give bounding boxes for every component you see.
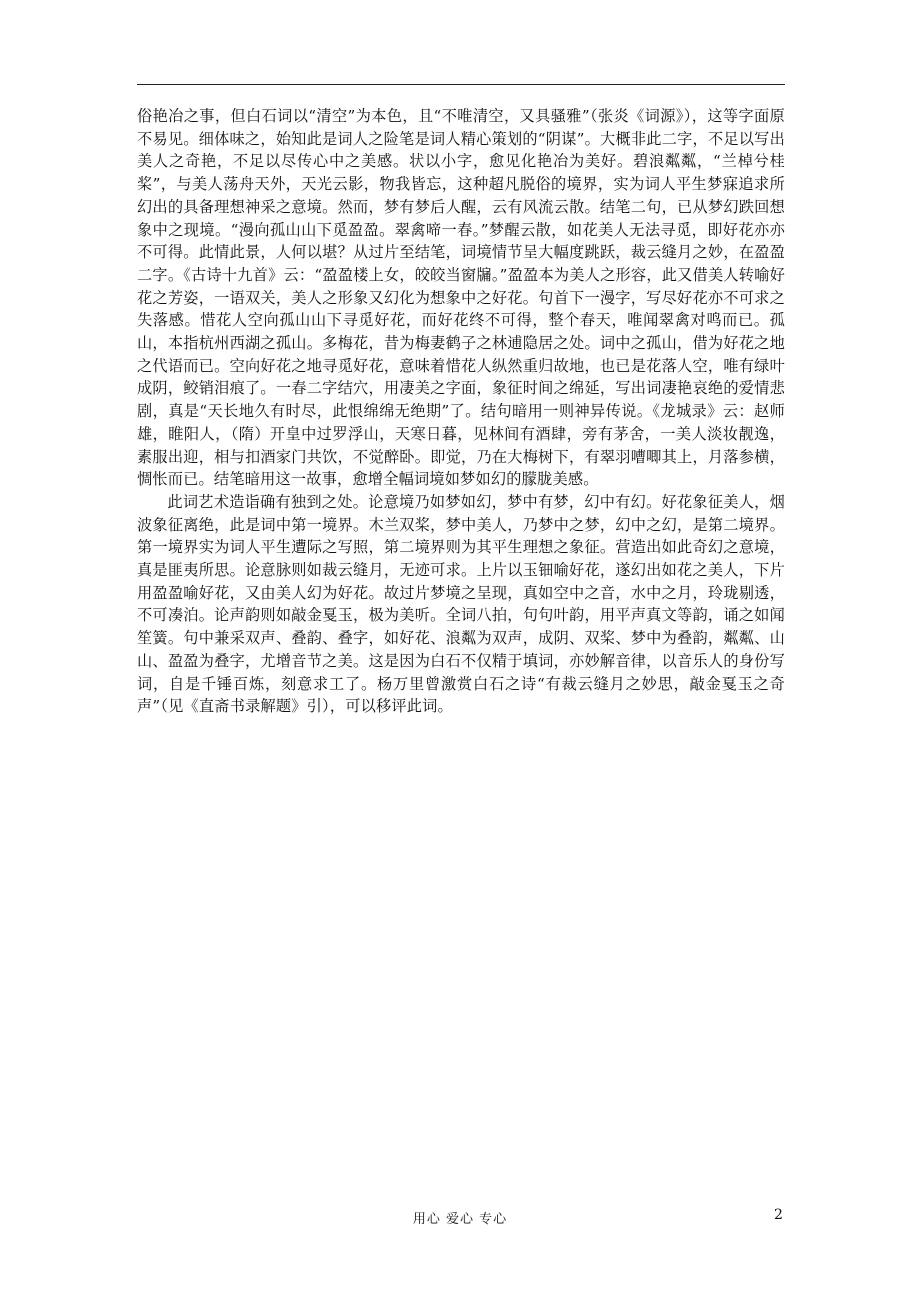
header-rule [137,84,785,85]
paragraph-artistic-analysis: 此词艺术造诣确有独到之处。论意境乃如梦如幻，梦中有梦，幻中有幻。好花象征美人，烟波象征离绝，此是词中第一境界。木兰双桨，梦中美人，乃梦中之梦，幻中之幻，是第二境界。第一境界实为词人平生遭际之写照，第二境界则为其平生理想之象征。营造出如此奇幻之意境，真是匪夷所思。论意脉则如裁云缝月，无迹可求。上片以玉钿喻好花，遂幻出如花之美人，下片用盈盈喻好花，又由美人幻为好花。故过片梦境之呈现，真如空中之音，水中之月，玲珑剔透，不可凑泊。论声韵则如敲金戛玉，极为美听。全词八拍，句句叶韵，用平声真文等韵，诵之如闻笙簧。句中兼采双声、叠韵、叠字，如好花、浪粼为双声，成阴、双桨、梦中为叠韵，粼粼、山山、盈盈为叠字，尤增音节之美。这是因为白石不仅精于填词，亦妙解音律，以音乐人的身份写词，自是千锤百炼，刻意求工了。杨万里曾激赏白石之诗“有裁云缝月之妙思，敲金戛玉之奇声”（见《直斋书录解题》引），可以移评此词。 [137,492,785,716]
document-body [137,105,785,718]
page-number: 2 [774,1207,783,1223]
footer-slogan: 用心 爱心 专心 [412,1212,508,1227]
paragraph-continuation: 俗艳冶之事，但白石词以“清空”为本色，且“不唯清空，又具骚雅”（张炎《词源》），这等字面原不易见。细体味之，始知此是词人之险笔是词人精心策划的“阴谋”。大概非此二字，不足以写出美人之奇艳，不足以尽传心中之美感。状以小字，愈见化艳冶为美好。碧浪粼粼，“兰棹兮桂桨”，与美人荡舟天外，天光云影，物我皆忘，这种超凡脱俗的境界，实为词人平生梦寐追求所幻出的具备理想神采之意境。然而，梦有梦后人醒，云有风流云散。结笔二句，已从梦幻跌回想象中之现境。“漫向孤山山下觅盈盈。翠禽啼一春。”梦醒云散，如花美人无法寻觅，即好花亦亦不可得。此情此景，人何以堪？从过片至结笔，词境情节呈大幅度跳跃，裁云缝月之妙，在盈盈二字。《古诗十九首》云：“盈盈楼上女，皎皎当窗牖。”盈盈本为美人之形容，此又借美人转喻好花之芳姿，一语双关，美人之形象又幻化为想象中之好花。句首下一漫字，写尽好花亦不可求之失落感。惜花人空向孤山山下寻觅好花，而好花终不可得，整个春天，唯闻翠禽对鸣而已。孤山，本指杭州西湖之孤山。多梅花，昔为梅妻鹤子之林逋隐居之处。词中之孤山，借为好花之地之代语而已。空向好花之地寻觅好花，意味着惜花人纵然重归故地，也已是花落人空，唯有绿叶成阴，鲛销泪痕了。一春二字结穴，用凄美之字面，象征时间之绵延，写出词凄艳哀绝的爱情悲剧，真是“天长地久有时尽，此恨绵绵无绝期”了。结句暗用一则神异传说。《龙城录》云：赵师雄，睢阳人，（隋）开皇中过罗浮山，天寒日暮，见林间有酒肆，旁有茅舍，一美人淡妆靓逸，素服出迎，相与扣酒家门共饮，不觉醉卧。即觉，乃在大梅树下，有翠羽嘈唧其上，月落参横，惆怅而已。结笔暗用这一故事，愈增全幅词境如梦如幻的朦胧美感。 [137,107,785,489]
